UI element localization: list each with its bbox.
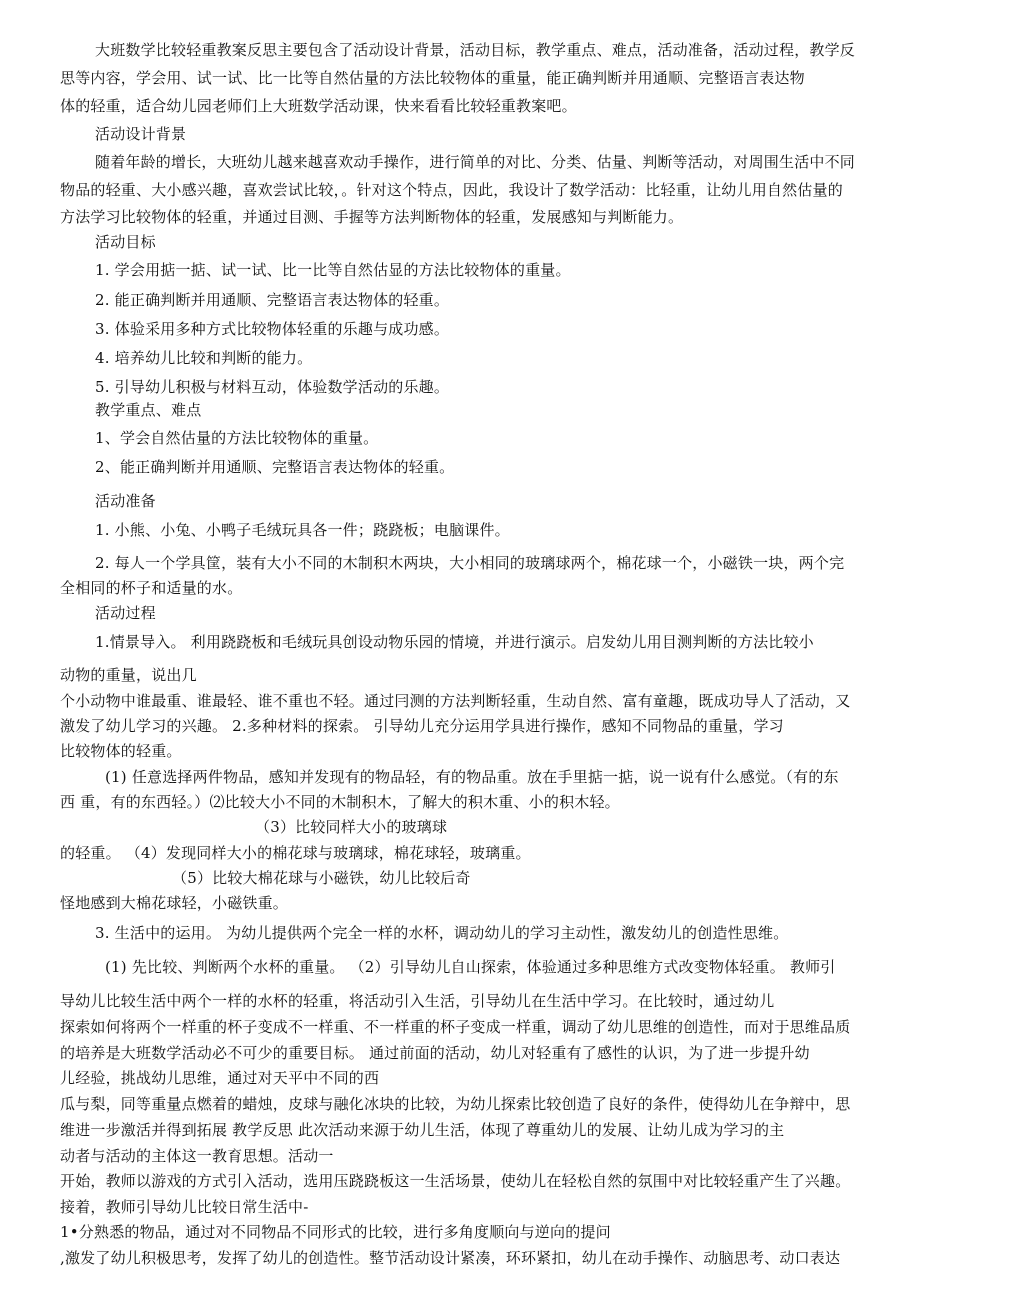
process-line: 3. 生活中的运用。 为幼儿提供两个完全一样的水杯，调动幼儿的学习主动性，激发幼儿的创造性思维。 [95,924,789,942]
process-line: 的培养是大班数学活动必不可少的重要目标。 通过前面的活动，幼儿对轻重有了感性的认识，为了进一步提升幼 [60,1044,810,1062]
process-line: 动者与活动的主体这一教育思想。活动一 [60,1147,334,1165]
process-line: 比较物体的轻重。 [60,742,182,760]
process-line: 怪地感到大棉花球轻，小磁铁重。 [60,894,289,912]
section-heading-key-points: 教学重点、难点 [95,401,202,419]
process-line: （3）比较同样大小的玻璃球 [255,818,448,836]
key-point-item: 2、能正确判断并用通顺、完整语言表达物体的轻重。 [95,458,455,476]
process-line: 的轻重。 （4）发现同样大小的棉花球与玻璃球，棉花球轻，玻璃重。 [60,844,531,862]
section-heading-process: 活动过程 [95,604,156,622]
intro-line: 大班数学比较轻重教案反思主要包含了活动设计背景，活动目标，教学重点、难点，活动准备，活动过程，教学反 [95,41,856,59]
background-line: 物品的轻重、大小感兴趣，喜欢尝试比较，。针对这个特点，因此，我设计了数学活动：比轻重，让幼儿用自然估量的 [60,181,843,199]
process-line: 儿经验，挑战幼儿思维，通过对天平中不同的西 [60,1069,380,1087]
process-line: 1.情景导入。 利用跷跷板和毛绒玩具创设动物乐园的情境，并进行演示。启发幼儿用目测判断的方法比较小 [95,633,814,651]
section-heading-preparation: 活动准备 [95,492,156,510]
goal-item: 2. 能正确判断并用通顺、完整语言表达物体的轻重。 [95,291,450,309]
process-line: 西 重，有的东西轻。）⑵比较大小不同的木制积木，了解大的积木重、小的积木轻。 [60,793,620,811]
process-line: 接着，教师引导幼儿比较日常生活中- [60,1198,309,1216]
preparation-item: 2. 每人一个学具筐，装有大小不同的木制积木两块，大小相同的玻璃球两个，棉花球一个，小磁铁一块，两个完 [95,554,845,572]
process-line: ,激发了幼儿积极思考，发挥了幼儿的创造性。整节活动设计紧凑，环环紧扣，幼儿在动手操作、动脑思考、动口表达 [60,1249,841,1267]
goal-item: 4. 培养幼儿比较和判断的能力。 [95,349,313,367]
goal-item: 5. 引导幼儿积极与材料互动，体验数学活动的乐趣。 [95,378,450,396]
process-line: (1) 先比较、判断两个水杯的重量。 （2）引导幼儿自山探索，体验通过多种思维方式改变物体轻重。 教师引 [105,958,836,976]
preparation-line: 全相同的杯子和适量的水。 [60,579,243,597]
preparation-item: 1. 小熊、小兔、小鸭子毛绒玩具各一件；跷跷板；电脑课件。 [95,521,510,539]
process-line: （5）比较大棉花球与小磁铁，幼儿比较后奇 [172,869,471,887]
process-line: (1) 任意选择两件物品，感知并发现有的物品轻，有的物品重。放在手里掂一掂，说一说有什么感觉。（有的东 [105,768,839,786]
process-line: 个小动物中谁最重、谁最轻、谁不重也不轻。通过冃测的方法判断轻重，生动自然、富有童趣，既成功导人了活动，又 [60,692,851,710]
process-line: 1•分熟悉的物品，通过对不同物品不同形式的比较，进行多角度顺向与逆向的提问 [60,1223,611,1241]
process-line: 瓜与梨，同等重量点燃着的蜡烛，皮球与融化冰块的比较，为幼儿探索比较创造了良好的条件，使得幼儿在争辩中，思 [60,1095,851,1113]
goal-item: 1. 学会用掂一掂、试一试、比一比等自然估显的方法比较物体的重量。 [95,261,571,279]
process-line: 导幼儿比较生活中两个一样的水杯的轻重，将活动引入生活，引导幼儿在生活中学习。在比较时，通过幼儿 [60,992,775,1010]
key-point-item: 1、学会自然估量的方法比较物体的重量。 [95,429,379,447]
background-line: 方法学习比较物体的轻重，并通过目测、手握等方法判断物体的轻重，发展感知与判断能力。 [60,208,684,226]
goal-item: 3. 体验采用多种方式比较物体轻重的乐趣与成功感。 [95,320,450,338]
background-line: 随着年龄的增长，大班幼儿越来越喜欢动手操作，进行简单的对比、分类、估量、判断等活动，对周围生活中不同 [95,153,856,171]
intro-line: 思等内容，学会用、试一试、比一比等自然估量的方法比较物体的重量，能正确判断并用通顺、完整语言表达物 [60,69,805,87]
intro-line: 体的轻重，适合幼儿园老师们上大班数学活动课，快来看看比较轻重教案吧。 [60,97,577,115]
process-line: 开始，教师以游戏的方式引入活动，选用压跷跷板这一生活场景，使幼儿在轻松自然的氛围中对比较轻重产生了兴趣。 [60,1172,851,1190]
process-line: 维进一步激活并得到拓展 教学反思 此次活动来源于幼儿生活，体现了尊重幼儿的发展、让幼儿成为学习的主 [60,1121,785,1139]
process-line: 探索如何将两个一样重的杯子变成不一样重、不一样重的杯子变成一样重，调动了幼儿思维的创造性，而对于思维品质 [60,1018,851,1036]
section-heading-goals: 活动目标 [95,233,156,251]
process-line: 动物的重量，说出几 [60,666,197,684]
process-line: 激发了幼儿学习的兴趣。 2.多种材料的探索。 引导幼儿充分运用学具进行操作，感知不同物品的重量，学习 [60,717,784,735]
section-heading-background: 活动设计背景 [95,125,187,143]
